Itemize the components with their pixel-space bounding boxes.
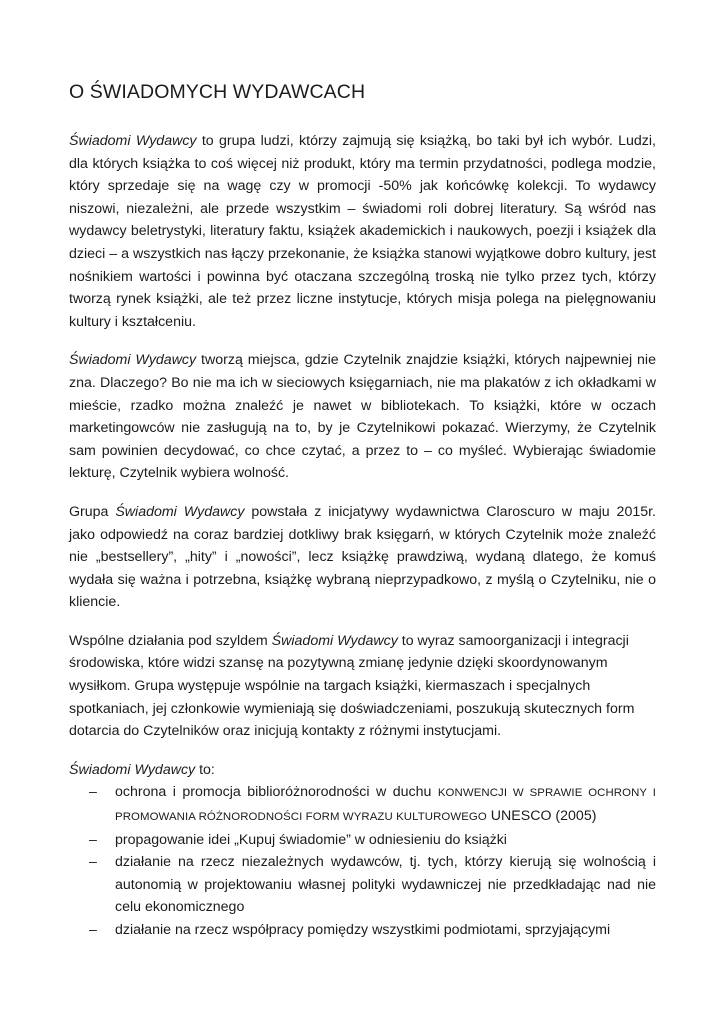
list-intro-text: to: — [195, 761, 215, 778]
paragraph-text: Wspólne działania pod szyldem — [69, 632, 272, 649]
paragraph-origin — [69, 501, 656, 614]
list-item — [89, 829, 656, 852]
group-name-emphasis: Świadomi Wydawcy — [69, 133, 197, 149]
paragraph-text: tworzą miejsca, gdzie Czytelnik znajdzie książki, których najpewniej nie zna. Dlaczego? Bo nie ma ich w sieciowych księgarniach, nie ma plakatów z ich okładkami w mieście, rzadko można znaleźć je nawet w bibliotekach. To książki, które w oczach marketingowców nie zasługują na to, by je Czytelnikowi pokazać. Wierzymy, że Czytelnik sam powinien decydować, co chce czytać, a przez to – co myśleć. Wybierając świadomie lekturę, Czytelnik wybiera wolność. — [69, 352, 656, 482]
paragraph-text: to grupa ludzi, którzy zajmują się książką, bo taki był ich wybór. Ludzi, dla których książka to coś więcej niż produkt, który ma termin przydatności, podlega modzie, który sprzedaje się na wagę czy w promocji -50% jak końcówkę kolekcji. To wydawcy niszowi, niezależni, ale przede wszystkim – świadomi roli dobrej literatury. Są wśród nas wydawcy beletrystyki, literatury faktu, książek akademickich i naukowych, poezji i książek dla dzieci – a wszystkich nas łączy przekonanie, że książka stanowi wyjątkowe dobro kultury, jest nośnikiem wartości i powinna być otaczana szczególną troską nie tylko przez tych, którzy tworzą rynek książki, ale też przez liczne instytucje, których misja polega na pielęgnowaniu kultury i kształceniu. — [69, 133, 656, 330]
list-item-text: działanie na rzecz współpracy pomiędzy wszystkimi podmiotami, sprzyjającymi — [115, 922, 611, 938]
paragraph-text: Grupa — [69, 503, 116, 520]
dash-bullet-icon: – — [89, 922, 97, 938]
convention-name-small-caps: KONWENCJI W SPRAWIE OCHRONY I PROMOWANIA RÓŻNORODNOŚCI FORM WYRAZU KULTUROWEGO — [115, 787, 656, 824]
list-item-text: UNESCO (2005) — [486, 808, 597, 825]
paragraph-cooperation — [69, 630, 656, 743]
list-intro — [69, 759, 656, 782]
paragraph-places — [69, 349, 656, 485]
dash-bullet-icon: – — [89, 784, 97, 801]
paragraph-text: to wyraz samoorganizacji i integracji środowiska, które widzi szansę na pozytywną zmianę jedynie dzięki skoordynowanym wysiłkom. Grupa występuje wspólnie na targach książki, kiermaszach i specjalnych spotkaniach, jej członkowie wymieniają się doświadczeniami, poszukują skutecznych form dotarcia do Czytelników oraz inicjują kontakty z różnymi instytucjami. — [69, 632, 635, 740]
list-item-text: ochrona i promocja biblioróżnorodności w duchu — [115, 784, 438, 801]
group-name-emphasis: Świadomi Wydawcy — [69, 352, 197, 369]
list-item-text: działanie na rzecz niezależnych wydawców, tj. tych, którzy kierują się wolnością i autonomią w projektowaniu własnej polityki wydawniczej nie przedkładając nad nie celu ekonomicznego — [115, 854, 656, 916]
list-item — [89, 919, 656, 942]
document-page — [69, 78, 656, 942]
list-item — [89, 781, 656, 828]
goals-list — [69, 781, 656, 941]
dash-bullet-icon: – — [89, 831, 97, 848]
list-item — [89, 851, 656, 919]
group-name-emphasis: Świadomi Wydawcy — [69, 761, 196, 778]
document-title: O ŚWIADOMYCH WYDAWCACH — [69, 81, 366, 103]
paragraph-intro — [69, 130, 656, 333]
group-name-emphasis: Świadomi Wydawcy — [115, 503, 245, 520]
group-name-emphasis: Świadomi Wydawcy — [271, 632, 398, 649]
dash-bullet-icon: – — [89, 854, 97, 871]
paragraph-text: powstała z inicjatywy wydawnictwa Claroscuro w maju 2015r. jako odpowiedź na coraz bardziej dotkliwy brak księgarń, w których Czytelnik może znaleźć nie „bestsellery”, „hity” i „nowości”, lecz książkę prawdziwą, wydaną dlatego, że komuś wydała się ważna i potrzebna, książkę wybraną nieprzypadkowo, z myślą o Czytelniku, nie o kliencie. — [69, 503, 656, 611]
list-item-text: propagowanie idei „Kupuj świadomie” w odniesieniu do książki — [115, 831, 507, 848]
